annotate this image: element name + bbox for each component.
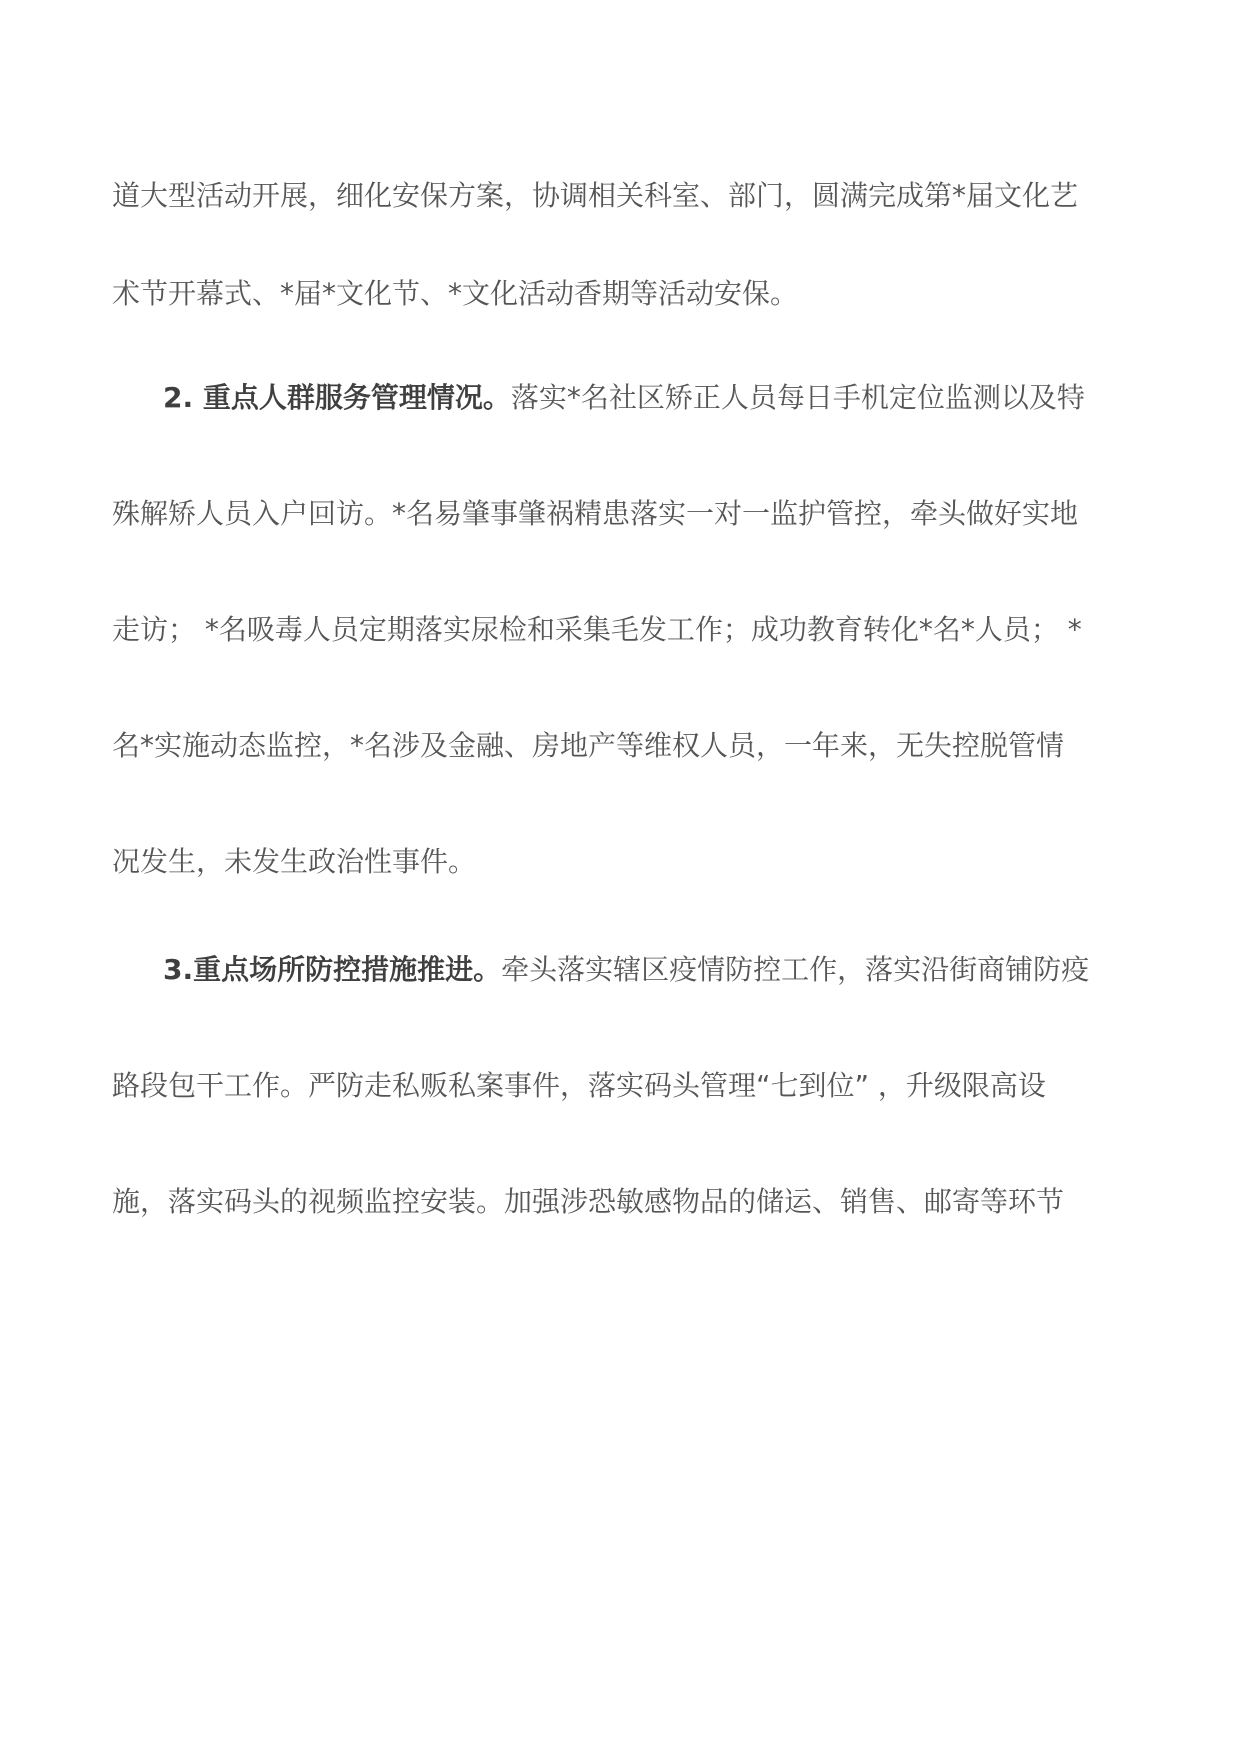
paragraph-line: 路段包干工作。严防走私贩私案事件，落实码头管理“七到位” ，升级限高设 [112,1069,1046,1102]
section-3-first-line [163,950,1132,990]
section-3-text: 牵头落实辖区疫情防控工作，落实沿街商铺防疫 [501,953,1090,986]
section-3-heading: 3.重点场所防控措施推进。 [163,953,502,986]
paragraph-line: 况发生，未发生政治性事件。 [112,845,477,878]
section-2-heading: 2. 重点人群服务管理情况。 [163,381,511,414]
paragraph-line: 术节开幕式、*届*文化节、*文化活动香期等活动安保。 [112,277,799,310]
section-2-first-line [163,378,1132,418]
section-2-text: 落实*名社区矫正人员每日手机定位监测以及特 [510,381,1085,414]
paragraph-line: 殊解矫人员入户回访。*名易肇事肇祸精患落实一对一监护管控，牵头做好实地 [112,497,1079,530]
paragraph-line: 施，落实码头的视频监控安装。加强涉恐敏感物品的储运、销售、邮寄等环节 [112,1185,1065,1218]
paragraph-line: 名*实施动态监控，*名涉及金融、房地产等维权人员，一年来，无失控脱管情 [112,729,1065,762]
paragraph-line: 道大型活动开展，细化安保方案，协调相关科室、部门，圆满完成第*届文化艺 [112,179,1079,212]
paragraph-line: 走访； *名吸毒人员定期落实尿检和采集毛发工作；成功教育转化*名*人员； * [112,613,1082,646]
